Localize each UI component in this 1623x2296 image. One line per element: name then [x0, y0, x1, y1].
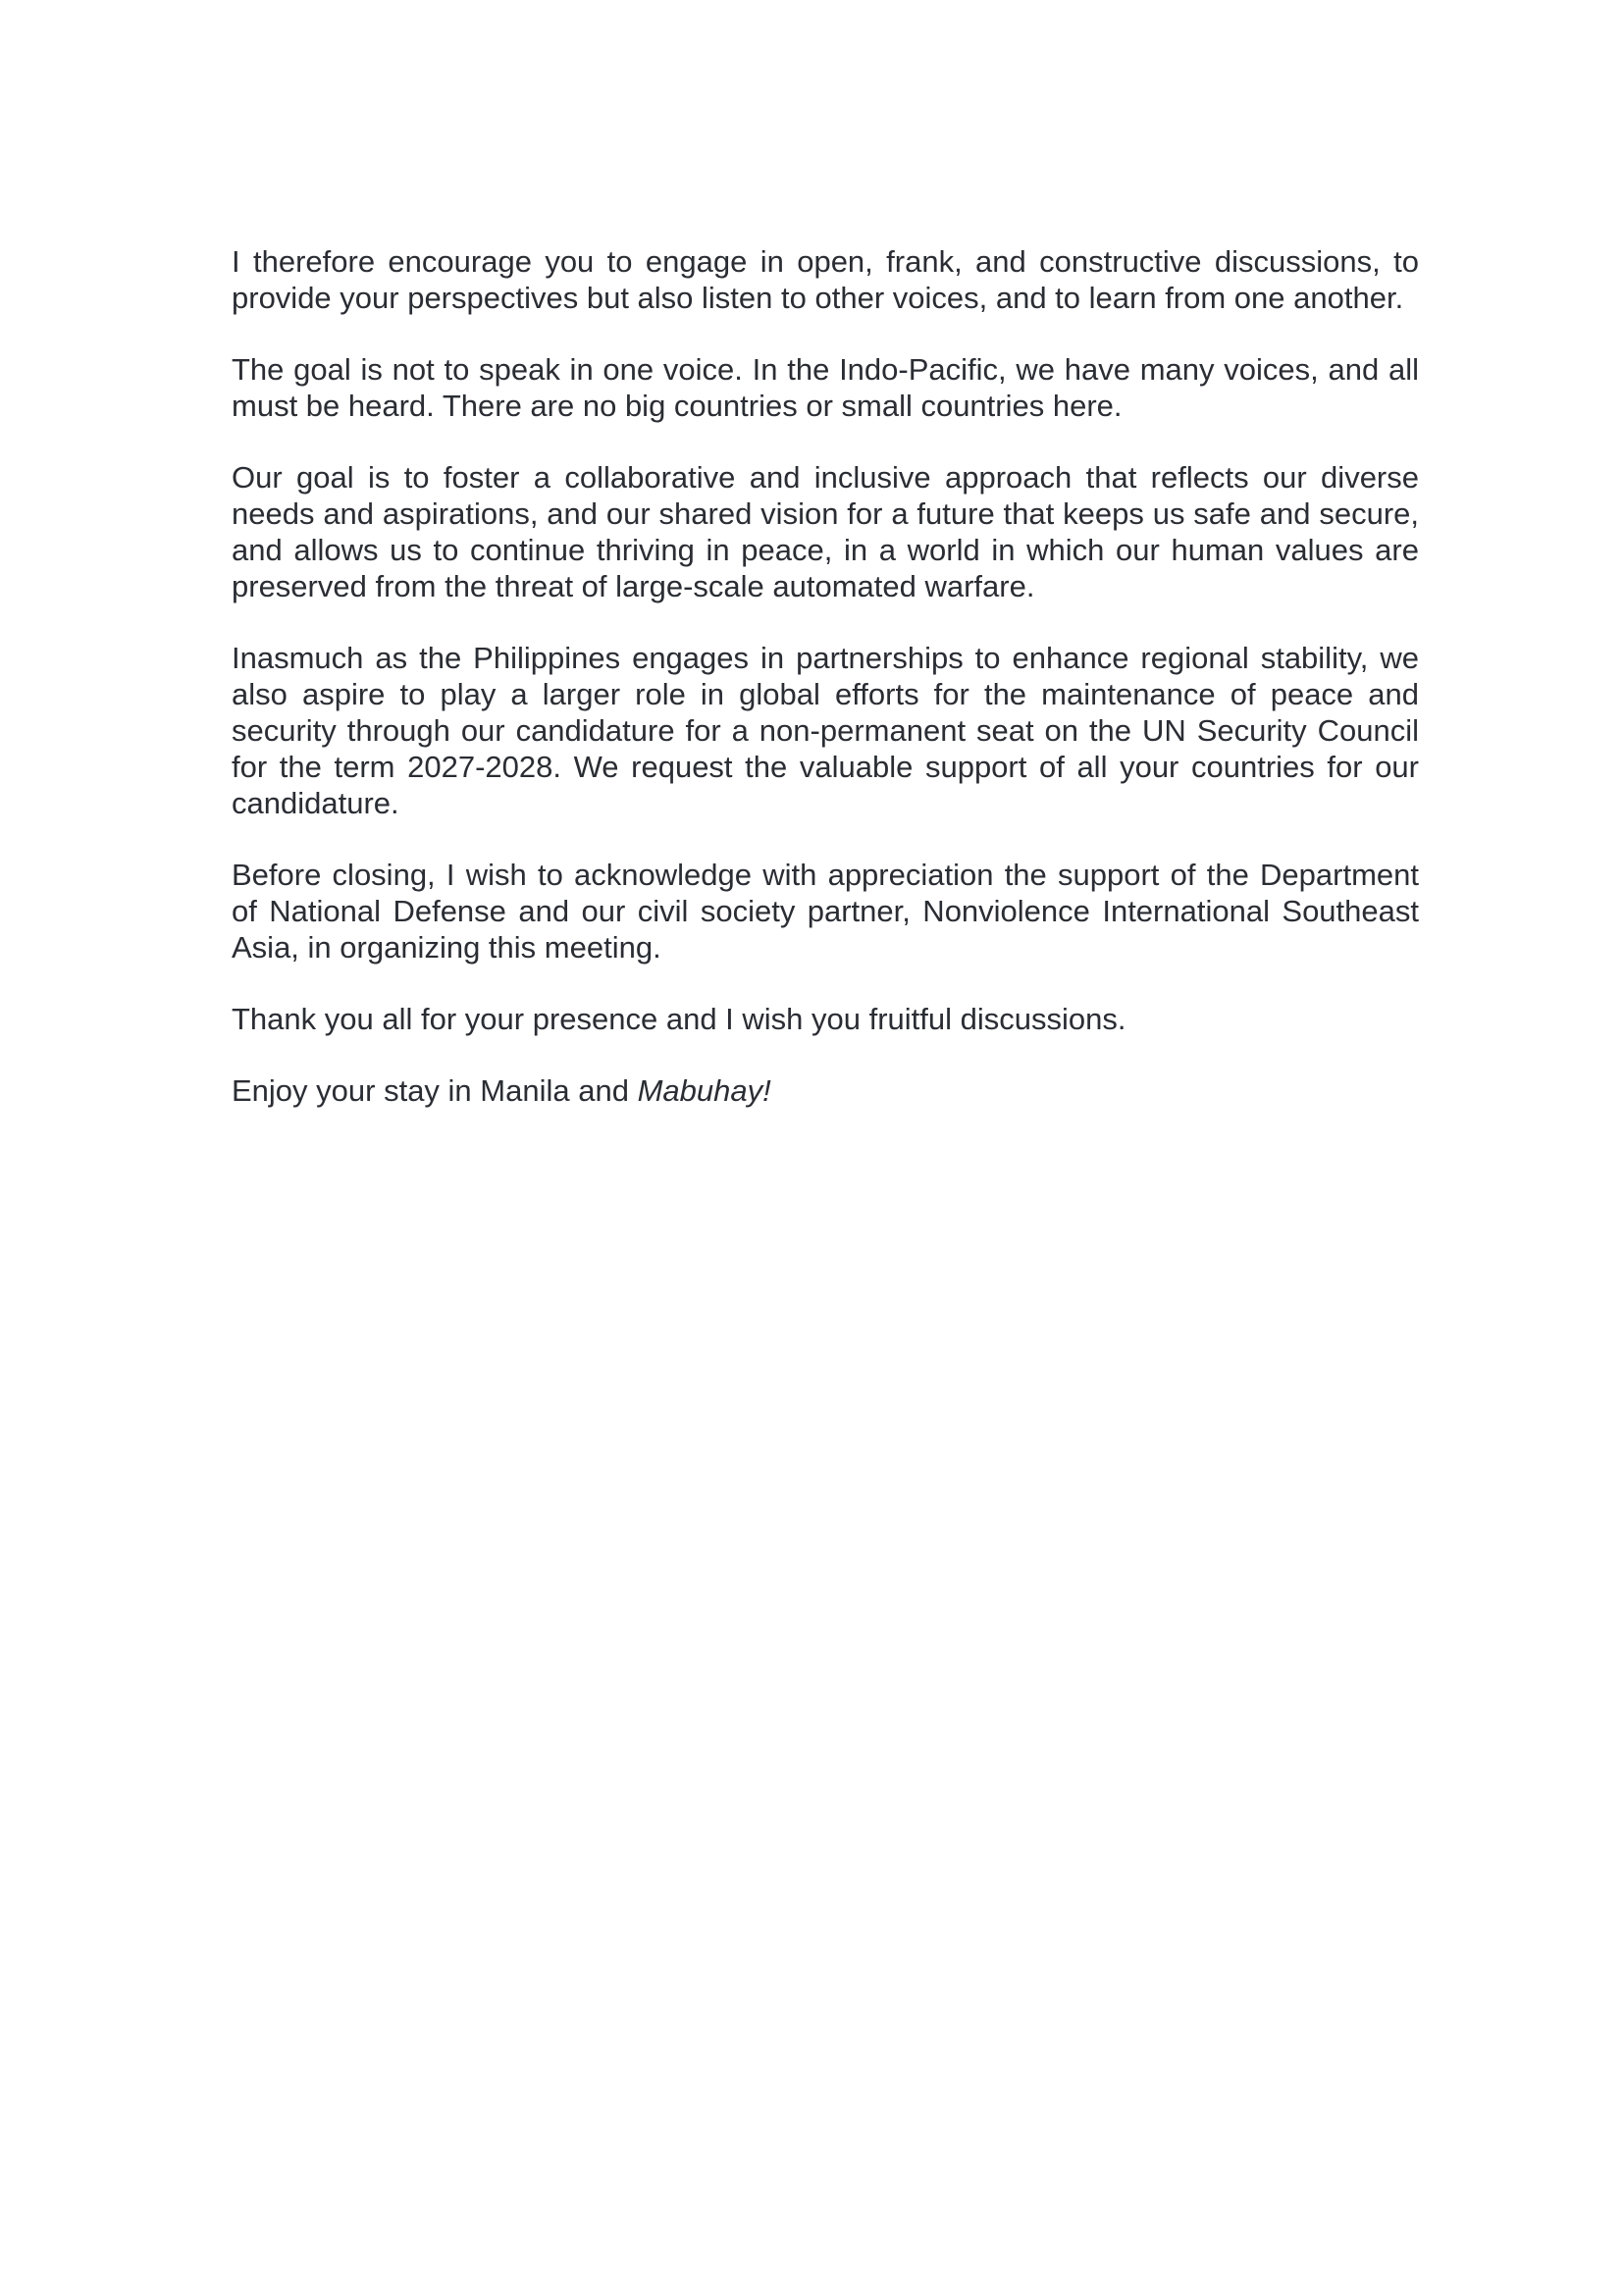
paragraph-shared-vision: Our goal is to foster a collaborative and inclusive approach that reflects our diverse needs and aspirations, and our shared vision for a future that keeps us safe and secure, and allows us to continue thriving in peace, in a world in which our human values are preserved from the threat of large-scale automated warfare.: [232, 460, 1419, 603]
paragraph-many-voices: The goal is not to speak in one voice. In the Indo-Pacific, we have many voices, and all must be heard. There are no big countries or small countries here.: [232, 352, 1419, 423]
paragraph-thank-you: Thank you all for your presence and I wish you fruitful discussions.: [232, 1002, 1126, 1036]
closing-text: Enjoy your stay in Manila and: [232, 1073, 638, 1108]
speech-body: [232, 243, 1419, 1144]
paragraph-un-candidature: Inasmuch as the Philippines engages in partnerships to enhance regional stability, we also aspire to play a larger role in global efforts for the maintenance of peace and security through our candidature for a non-permanent seat on the UN Security Council for the term 2027-2028. We request the valuable support of all your countries for our candidature.: [232, 641, 1419, 820]
closing-emphasis: Mabuhay!: [637, 1073, 771, 1108]
paragraph-closing: [232, 1072, 1419, 1109]
paragraph-encourage-discussions: I therefore encourage you to engage in open, frank, and constructive discussions, to provide your perspectives but also listen to other voices, and to learn from one another.: [232, 244, 1419, 315]
paragraph-acknowledgement: Before closing, I wish to acknowledge with appreciation the support of the Department of National Defense and our civil society partner, Nonviolence International Southeast Asia, in organizing this meeting.: [232, 858, 1419, 965]
